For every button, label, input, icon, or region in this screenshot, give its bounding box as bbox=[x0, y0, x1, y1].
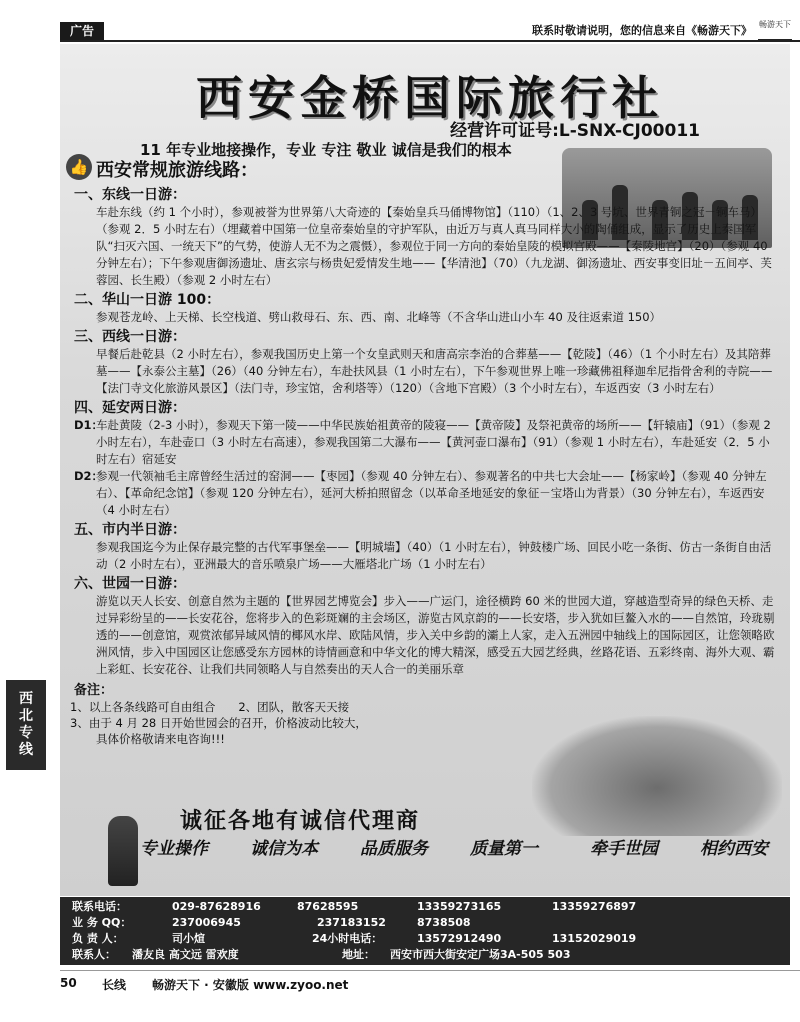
tourist-figure-image bbox=[108, 816, 138, 886]
remark-line: 3、由于 4 月 28 日开始世园会的召开，价格波动比较大， bbox=[70, 716, 367, 730]
route-heading: 二、华山一日游 100： bbox=[74, 292, 221, 308]
top-bar bbox=[0, 0, 800, 40]
side-tab-char: 北 bbox=[19, 708, 33, 724]
qq-number: 237183152 bbox=[317, 916, 386, 929]
header-divider bbox=[60, 40, 800, 42]
route-text: 参观一代领袖毛主席曾经生活过的窑洞——【枣园】（参观 40 分钟左右）、参观著名的中共七大会址——【杨家岭】（参观 40 分钟左右）、【革命纪念馆】（参观 120 分钟左右），延河大桥拍照留念（以革命圣地延安的象征－宝塔山为背景）（30 分钟左右），车返西安（4 小时左右） bbox=[96, 469, 767, 517]
route-heading: 六、世园一日游： bbox=[74, 576, 186, 592]
phone-number: 13359276897 bbox=[552, 900, 637, 913]
contacts-names: 潘友良 高文远 雷欢度 bbox=[132, 948, 239, 961]
route-heading: 三、西线一日游： bbox=[74, 329, 186, 345]
manager-label: 负 责 人： bbox=[72, 932, 124, 945]
motto-row bbox=[140, 834, 780, 874]
contact-bar bbox=[60, 897, 790, 965]
side-tab-char: 西 bbox=[19, 691, 33, 707]
phone-number: 87628595 bbox=[297, 900, 359, 913]
motto: 品质服务 bbox=[360, 839, 428, 859]
page-number: 50 bbox=[60, 976, 77, 990]
ad-tag: 广告 bbox=[60, 22, 104, 40]
qq-number: 237006945 bbox=[172, 916, 241, 929]
phone-number: 029-87628916 bbox=[172, 900, 261, 913]
remark-line: 1、以上各条线路可自由组合 2、团队，散客天天接 bbox=[70, 700, 350, 714]
address-text: 西安市西大街安定广场3A-505 503 bbox=[390, 948, 571, 961]
day-label: D2： bbox=[74, 469, 104, 483]
side-tab-char: 线 bbox=[19, 742, 33, 758]
advert-panel bbox=[60, 44, 790, 896]
footer-divider bbox=[60, 970, 800, 971]
thumbs-up-icon: 👍 bbox=[66, 154, 92, 180]
motto: 质量第一 bbox=[470, 839, 538, 859]
day-label: D1： bbox=[74, 418, 104, 432]
route-text: 参观我国迄今为止保存最完整的古代军事堡垒——【明城墙】（40）（1 小时左右），钟鼓楼广场、回民小吃一条街、仿古一条街自由活动（2 小时左右），亚洲最大的音乐喷泉广场——大雁塔北广场（1 小时左右） bbox=[96, 540, 772, 571]
side-category-tab bbox=[6, 680, 46, 770]
motto: 牵手世园 bbox=[590, 839, 658, 859]
day-item bbox=[60, 417, 790, 468]
motto: 相约西安 bbox=[700, 839, 768, 859]
route-heading: 一、东线一日游： bbox=[74, 187, 186, 203]
qq-number: 8738508 bbox=[417, 916, 471, 929]
route-heading: 五、市内半日游： bbox=[74, 522, 186, 538]
hotline-number: 13572912490 bbox=[417, 932, 502, 945]
route-text: 早餐后赴乾县（2 小时左右），参观我国历史上第一个女皇武则天和唐高宗李治的合葬墓——【乾陵】（46）（1 个小时左右）及其陪葬墓——【永泰公主墓】（26）（40 分钟左右），车赴扶风县（1 小时左右），下午参观世界上唯一珍藏佛祖释迦牟尼指骨舍利的寺院——【法门寺文化旅游风景区】（法门寺，珍宝馆，舍利塔等）（120）（含地下宫殿）（3 个小时左右），车返西安（3 小时左右） bbox=[96, 347, 773, 395]
company-name: 西安金桥国际旅行社 bbox=[196, 71, 664, 125]
license-number: 经营许可证号:L-SNX-CJ00011 bbox=[450, 121, 700, 141]
company-slogan: 11 年专业地接操作，专业 专注 敬业 诚信是我们的根本 bbox=[140, 141, 512, 159]
route-list bbox=[60, 184, 790, 747]
routes-title: 西安常规旅游线路： bbox=[96, 160, 258, 181]
phone-number: 13359273165 bbox=[417, 900, 502, 913]
route-text: 车赴东线（约 1 个小时），参观被誉为世界第八大奇迹的【秦始皇兵马俑博物馆】（110）（1、2、3 号坑、世界青铜之冠－铜车马）（参观 2．5 小时左右）（埋藏着中国第一位皇帝秦始皇的守护军队，由近万与真人真马同样大小的陶俑组成，显示了历史上秦国军队“扫灭六国、一统天下”的气势，使游人无不为之震慑），参观位于同一方向的秦始皇陵的模拟宫殿——【秦陵地宫】（20）（参观 40 分钟左右）；下午参观唐御汤遗址、唐玄宗与杨贵妃爱情发生地——【华清池】（70）（九龙湖、御汤遗址、西安事变旧址－五间亭、芙蓉园、长生殿）（参观 2 小时左右） bbox=[96, 205, 772, 287]
side-tab-char: 专 bbox=[19, 725, 33, 741]
remarks-heading: 备注： bbox=[74, 683, 114, 698]
magazine-logo: 畅游天下 bbox=[758, 19, 792, 41]
agent-recruitment: 诚征各地有诚信代理商 bbox=[180, 808, 421, 834]
address-label: 地址： bbox=[342, 948, 375, 961]
motto: 诚信为本 bbox=[250, 839, 318, 859]
day-item bbox=[60, 468, 790, 519]
manager-name: 司小煊 bbox=[172, 932, 205, 945]
route-heading: 四、延安两日游： bbox=[74, 400, 186, 416]
source-notice: 联系时敬请说明，您的信息来自《畅游天下》 bbox=[532, 24, 752, 37]
hotline-label: 24小时电话： bbox=[312, 932, 383, 945]
phone-label: 联系电话： bbox=[72, 900, 127, 913]
carved-rock-photo bbox=[532, 716, 782, 836]
remark-line: 具体价格敬请来电咨询!!! bbox=[96, 732, 225, 746]
qq-label: 业 务 QQ： bbox=[72, 916, 132, 929]
route-text: 参观苍龙岭、上天梯、长空栈道、劈山救母石、东、西、南、北峰等（不含华山进山小车 40 及往返索道 150） bbox=[96, 310, 662, 324]
route-text: 游览以天人长安、创意自然为主题的【世界园艺博览会】步入——广运门，途径横跨 60 米的世园大道，穿越造型奇异的绿色天桥、走过异彩纷呈的——长安花谷，您将步入的色彩斑斓的主会场区，游览古风京韵的——长安塔，步入犹如巨鳌入水的——自然馆，玲珑剔透的——创意馆，观赏浓郁异域风情的椰风水岸、欧陆风情，步入关中乡韵的灞上人家，走入五洲园中轴线上的国际园区，让您领略欧洲风情，步入中国园区让您感受东方园林的诗情画意和中华文化的博大精深，感受五大园艺经典，丝路花语、五彩终南、海外大观、霸上彩虹、长安花谷、让我们共同领略人与自然奏出的天人合一的美丽乐章 bbox=[96, 594, 775, 676]
route-text: 车赴黄陵（2-3 小时），参观天下第一陵——中华民族始祖黄帝的陵寝——【黄帝陵】及祭祀黄帝的场所——【轩辕庙】（91）（参观 2 小时左右），车赴壶口（3 小时左右高速），参观我国第二大瀑布——【黄河壶口瀑布】（91）（参观 1 小时左右），车赴延安（2．5 小时左右）宿延安 bbox=[96, 418, 771, 466]
magazine-title: 畅游天下 · 安徽版 www.zyoo.net bbox=[152, 978, 349, 992]
hotline-number: 13152029019 bbox=[552, 932, 637, 945]
contacts-label: 联系人： bbox=[72, 948, 116, 961]
motto: 专业操作 bbox=[140, 839, 208, 859]
footer-section: 长线 bbox=[102, 978, 127, 992]
